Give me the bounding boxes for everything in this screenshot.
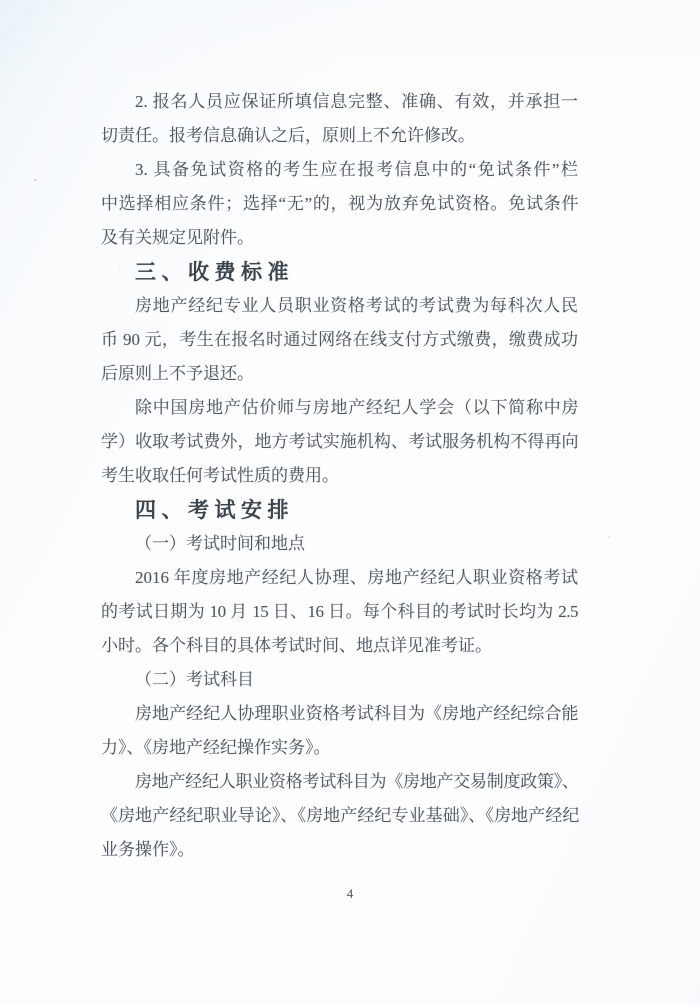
body-line: 力》、《房地产经纪操作实务》。 xyxy=(101,738,331,757)
subheading-line: （二）考试科目 xyxy=(135,670,254,689)
body-line: 业务操作》。 xyxy=(101,840,195,859)
body-line: 房地产经纪专业人员职业资格考试的考试费为每科次人民 xyxy=(135,296,578,315)
heading-line: 四、考试安排 xyxy=(135,498,294,522)
scan-speck xyxy=(34,179,37,181)
body-line: 学）收取考试费外，地方考试实施机构、考试服务机构不得再向 xyxy=(101,432,578,451)
body-line: 《房地产经纪职业导论》、《房地产经纪专业基础》、《房地产经纪 xyxy=(101,806,578,825)
body-line: 中选择相应条件；选择“无”的，视为放弃免试资格。免试条件 xyxy=(101,194,578,213)
body-line: 除中国房地产估价师与房地产经纪人学会（以下简称中房 xyxy=(135,398,578,417)
body-line: 及有关规定见附件。 xyxy=(101,228,254,247)
body-line: 3. 具备免试资格的考生应在报考信息中的“免试条件”栏 xyxy=(135,160,578,179)
page-number: 4 xyxy=(346,886,354,901)
body-line: 的考试日期为 10 月 15 日、16 日。每个科目的考试时长均为 2.5 xyxy=(101,602,578,621)
body-line: 小时。各个科目的具体考试时间、地点详见准考证。 xyxy=(101,636,492,655)
heading-line: 三、收费标准 xyxy=(135,260,294,284)
subheading-line: （一）考试时间和地点 xyxy=(135,534,305,553)
body-line: 切责任。报考信息确认之后，原则上不允许修改。 xyxy=(101,126,475,145)
body-line: 房地产经纪人职业资格考试科目为《房地产交易制度政策》、 xyxy=(135,772,578,791)
body-line: 考生收取任何考试性质的费用。 xyxy=(101,466,339,485)
body-line: 2016 年度房地产经纪人协理、房地产经纪人职业资格考试 xyxy=(135,568,578,587)
body-line: 币 90 元，考生在报名时通过网络在线支付方式缴费，缴费成功 xyxy=(101,330,578,349)
scan-speck xyxy=(607,536,611,538)
body-line: 房地产经纪人协理职业资格考试科目为《房地产经纪综合能 xyxy=(135,704,578,723)
body-line: 后原则上不予退还。 xyxy=(101,364,254,383)
body-line: 2. 报名人员应保证所填信息完整、准确、有效，并承担一 xyxy=(135,92,578,111)
document-body xyxy=(101,85,578,867)
